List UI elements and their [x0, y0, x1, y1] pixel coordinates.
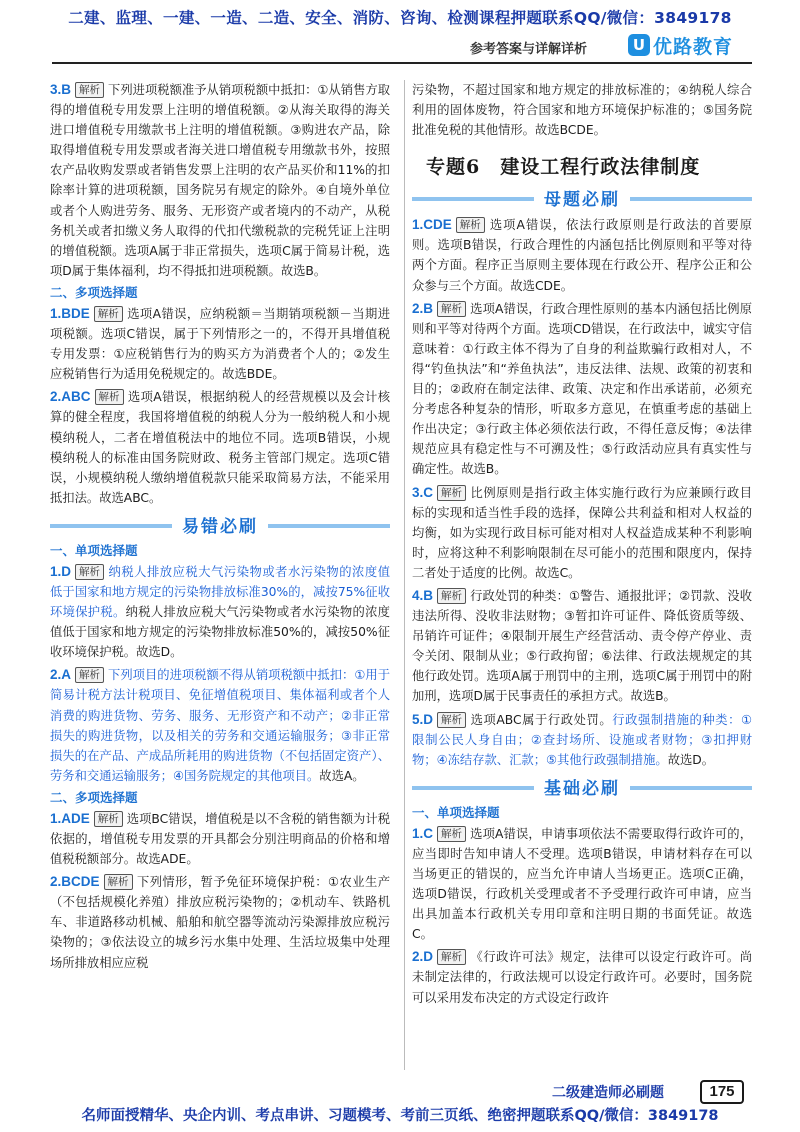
- answer-item: [412, 215, 752, 295]
- column-divider: [404, 80, 405, 1070]
- bottom-promo-banner: 名师面授精华、央企内训、考点串讲、习题模考、考前三页纸、绝密押题联系QQ/微信：3849178: [81, 1108, 719, 1124]
- answer-text: 行政处罚的种类：①警告、通报批评；②罚款、没收违法所得、没收非法财物；③暂扣许可证件、降低资质等级、吊销许可证件；④限制开展生产经营活动、责令停产停业、责令关闭、限制从业；⑤行政拘留；⑥法律、行政法规规定的其他行政处罚。选项A属于刑罚中的主刑，选项C属于刑罚中的附加刑，选项D属于民事责任的承担方式。故选B。: [412, 588, 752, 704]
- answer-number: 3.B: [50, 82, 72, 97]
- answer-item: [412, 947, 752, 1007]
- subsection-heading: 一、单项选择题: [412, 804, 500, 820]
- answer-number: 1.CDE: [412, 217, 452, 233]
- answer-number: 2.B: [412, 300, 434, 316]
- answer-item: [50, 387, 390, 508]
- footer-book-title: 二级建造师必刷题: [552, 1085, 664, 1101]
- right-column: [412, 80, 752, 1011]
- top-promo-banner: 二建、监理、一建、一造、二造、安全、消防、咨询、检测课程押题联系QQ/微信：3849178: [68, 9, 732, 27]
- page-header: [0, 34, 800, 62]
- analysis-tag: 解析: [104, 874, 133, 890]
- answer-item: [50, 665, 390, 786]
- chapter-title: 专题6 建设工程行政法律制度: [426, 156, 701, 179]
- answer-text: 《行政许可法》规定，法律可以设定行政许可。尚未制定法律的，行政法规可以设定行政许可。必要时，国务院可以采用发布决定的方式设定行政许: [412, 950, 752, 1005]
- answer-text: 选项A错误，申请事项依法不需要取得行政许可的，应当即时告知申请人不受理。选项B错误，申请材料存在可以当场更正的错误的，应当允许申请人当场更正。选项C正确，选项D错误，行政机关受理或者不予受理行政许可申请，应当出具加盖本行政机关专用印章和注明日期的书面凭证。故选C。: [412, 826, 752, 942]
- answer-item: [50, 872, 390, 972]
- answer-number: 4.B: [412, 587, 434, 603]
- analysis-tag: 解析: [75, 82, 104, 98]
- analysis-tag: 解析: [437, 588, 466, 604]
- answer-continuation: 污染物，不超过国家和地方规定的排放标准的；④纳税人综合利用的固体废物，符合国家和地方环境保护标准的；⑤国务院批准免税的其他情形。故选BCDE。: [412, 83, 752, 138]
- answer-item: [412, 710, 752, 770]
- analysis-tag: 解析: [437, 485, 466, 501]
- analysis-tag: 解析: [456, 217, 485, 233]
- answer-number: 1.ADE: [50, 810, 90, 826]
- analysis-tag: 解析: [437, 301, 466, 317]
- answer-item: [50, 80, 390, 281]
- answer-number: 1.C: [412, 825, 434, 841]
- section-banner-muti: [412, 185, 752, 211]
- answer-text: 下列进项税额准予从销项税额中抵扣：①从销售方取得的增值税专用发票上注明的增值税额。②从海关取得的海关进口增值税专用缴款书上注明的增值税额。③购进农产品，除取得增值税专用发票或者海关进口增值税专用缴款书外，按照农产品收购发票或者销售发票上注明的农产品买价和11%的扣除率计算的进项税额，国务院另有规定的除外。④自境外单位或者个人购进劳务、服务、无形资产或者境内的不动产，从税务机关或者扣缴义务人取得的代扣代缴税款的完税凭证上注明的增值税额。选项A属于非正常损失，选项C属于简易计税，选项D属于集体福利，均不得抵扣进项税额。故选B。: [50, 83, 390, 278]
- subsection-heading: 二、多项选择题: [50, 789, 138, 805]
- analysis-tag: 解析: [75, 564, 104, 580]
- subsection-heading: 二、多项选择题: [50, 284, 138, 300]
- analysis-tag: 解析: [437, 712, 466, 728]
- analysis-tag: 解析: [437, 826, 466, 842]
- answer-item: [412, 586, 752, 707]
- section-banner-jichu: [412, 774, 752, 800]
- answer-number: 1.D: [50, 563, 72, 579]
- section-banner-label: 易错必刷: [172, 517, 268, 537]
- answer-number: 2.BCDE: [50, 874, 100, 890]
- left-column: [50, 80, 390, 976]
- analysis-tag: 解析: [75, 667, 104, 683]
- answer-text: 选项A错误，应纳税额＝当期销项税额－当期进项税额。选项C错误，属于下列情形之一的，不得开具增值税专用发票：①应税销售行为的购买方为消费者个人的；②发生应税销售行为适用免税规定的。故选BDE。: [50, 306, 390, 382]
- section-banner-label: 基础必刷: [534, 779, 630, 799]
- answer-number: 2.A: [50, 667, 72, 683]
- answer-item: [50, 562, 390, 662]
- answer-text: 选项ABC属于行政处罚。: [470, 712, 613, 727]
- header-label: 参考答案与详解详析: [470, 42, 588, 57]
- answer-highlight: 行政强制措施的种类：①限制公民人身自由；②查封场所、设施或者财物；③扣押财物；④冻结存款、汇款；⑤其他行政强制措施。: [412, 712, 753, 767]
- section-banner-label: 母题必刷: [534, 190, 630, 210]
- answer-text: 故选A。: [319, 768, 365, 783]
- answer-text: 选项BC错误，增值税是以不含税的销售额为计税依据的，增值税专用发票的开具都会分别注明商品的价格和增值税税额部分。故选ADE。: [50, 811, 390, 867]
- answer-highlight: 纳税人排放应税大气污染物或者水污染物的浓度值低于国家和地方规定的污染物排放标准30%的，减按75%征收环境保护税。: [50, 564, 390, 620]
- answer-text: 选项A错误，根据纳税人的经营规模以及会计核算的健全程度，我国将增值税的纳税人分为一般纳税人和小规模纳税人，二者在增值税法中的地位不同。选项B错误，小规模纳税人的标准由国务院财政、税务主管部门规定。选项C错误，小规模纳税人缴纳增值税款只能采取简易方法，不能采用抵扣法。故选ABC。: [50, 390, 390, 505]
- answer-item: [412, 299, 752, 480]
- analysis-tag: 解析: [95, 389, 124, 405]
- answer-number: 2.ABC: [50, 389, 91, 405]
- answer-item: [50, 809, 390, 869]
- answer-number: 5.D: [412, 711, 434, 727]
- answer-text: 选项A错误，行政合理性原则的基本内涵包括比例原则和平等对待两个方面。选项CD错误，在行政法中，诚实守信意味着：①行政主体不得为了自身的利益欺骗行政相对人，不得“钓鱼执法”和“养鱼执法”，违反法律、法规、政策的初衷和目的；②政府在制定法律、政策、决定和作出承诺前，必须充分考虑各种复杂的情形，听取多方意见，在慎重考虑的基础上作出决定；③行政主体必须依法行政，不得任意反悔；④法律规范应具有稳定性与不可溯及性；⑤行政活动应具有真实性与确定性。故选B。: [412, 301, 752, 477]
- answer-item: [412, 483, 752, 583]
- subsection-heading: 一、单项选择题: [50, 542, 138, 558]
- answer-item: [50, 304, 390, 384]
- answer-number: 2.D: [412, 949, 434, 965]
- answer-text: 故选D。: [667, 752, 715, 767]
- analysis-tag: 解析: [94, 811, 123, 827]
- brand-logo: [628, 32, 733, 58]
- answer-text: 纳税人排放应税大气污染物或者水污染物的浓度值低于国家和地方规定的污染物排放标准50%的，减按50%征收环境保护税。故选D。: [50, 605, 390, 660]
- answer-text: 下列情形，暂予免征环境保护税：①农业生产（不包括规模化养殖）排放应税污染物的；②机动车、铁路机车、非道路移动机械、船舶和航空器等流动污染源排放应税污染物的；③依法设立的城乡污水集中处理、生活垃圾集中处理场所排放相应应税: [50, 875, 390, 970]
- answer-number: 3.C: [412, 484, 434, 500]
- analysis-tag: 解析: [94, 306, 123, 322]
- analysis-tag: 解析: [437, 949, 466, 965]
- section-banner-yicuo: [50, 512, 390, 538]
- answer-number: 1.BDE: [50, 305, 90, 321]
- header-rule: [52, 62, 752, 64]
- logo-text: 优路教育: [653, 35, 734, 58]
- answer-text: 选项A错误，依法行政原则是行政法的首要原则。选项B错误，行政合理性的内涵包括比例原则和平等对待两个方面。程序正当原则主要体现在行政公开、程序公正和公众参与三个方面。故选CDE。: [412, 218, 752, 293]
- answer-highlight: 下列项目的进项税额不得从销项税额中抵扣：①用于简易计税方法计税项目、免征增值税项目、集体福利或者个人消费的购进货物、劳务、服务、无形资产和不动产；②非正常损失的购进货物，以及相关的劳务和交通运输服务；③非正常损失的在产品、产成品所耗用的购进货物（不包括固定资产）、劳务和交通运输服务；④国务院规定的其他项目。: [50, 668, 390, 783]
- logo-icon: U: [628, 34, 650, 56]
- answer-text: 比例原则是指行政主体实施行政行为应兼顾行政目标的实现和适当性手段的选择，保障公共利益和相对人权益的均衡，如为实现行政目标可能对相对人权益造成某种不利影响时，应将这种不利影响限制在尽可能小的范围和限度内，保持二者处于适度的比例。故选C。: [412, 485, 752, 580]
- page-number: 175: [700, 1080, 744, 1104]
- answer-item: [412, 824, 752, 945]
